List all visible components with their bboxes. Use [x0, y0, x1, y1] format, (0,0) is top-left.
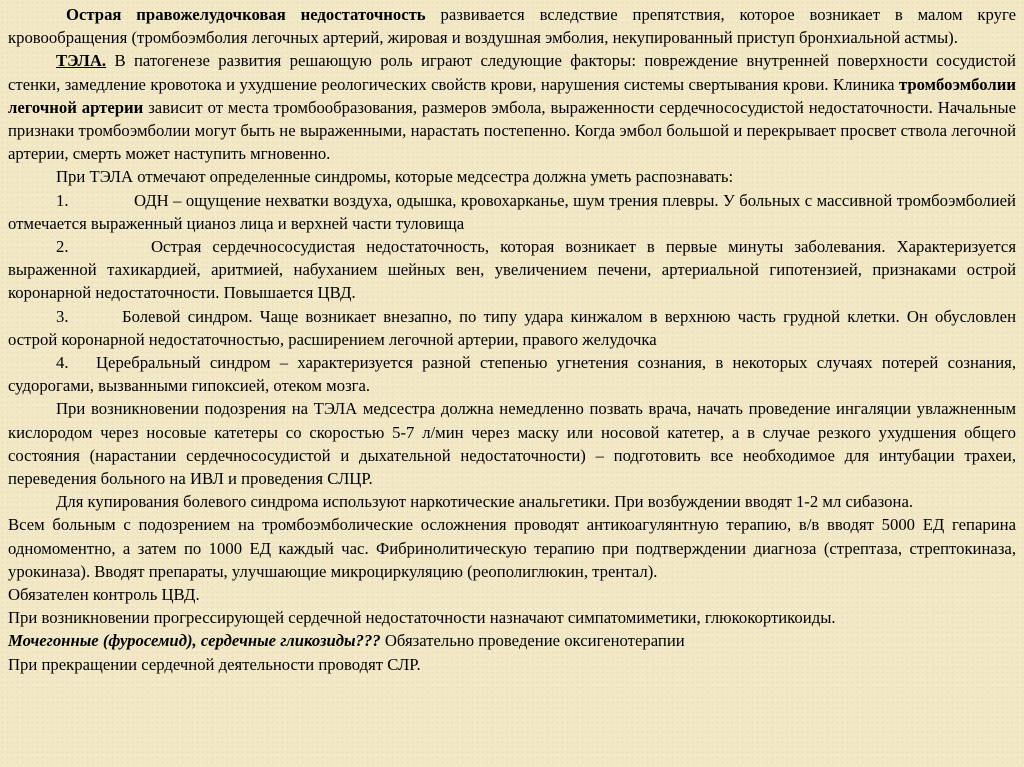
list-item-text: Церебральный синдром – характеризуется разной степенью угнетения сознания, в некоторых случаях потерей сознания, судорогами, вызванными гипоксией, отеком мозга. [8, 353, 1016, 396]
list-number: 1. [56, 190, 69, 210]
heading-right-ventricular-failure: Острая правожелудочковая недостаточность [66, 5, 426, 24]
paragraph-heart-failure-treatment: При возникновении прогрессирующей сердечной недостаточности назначают симпатомиметики, глюкокортикоиды. [8, 608, 836, 628]
list-item-syndrome-3 [8, 305, 1016, 351]
list-item-text: Болевой синдром. Чаще возникает внезапно, по типу удара кинжалом в верхнюю часть грудной клетки. Он обусловлен острой коронарной недостаточностью, расширением легочной артерии, правого желудочка [8, 306, 1016, 349]
list-number: 4. [56, 353, 69, 373]
paragraph-cardiac-arrest: При прекращении сердечной деятельности проводят СЛР. [8, 654, 421, 674]
paragraph-cvp-control: Обязателен контроль ЦВД. [8, 585, 200, 605]
list-item-syndrome-1 [8, 189, 1016, 235]
paragraph-text: Обязательно проведение оксигенотерапии [380, 631, 685, 651]
list-number: 3. [56, 306, 69, 326]
paragraph-right-ventricular-failure [8, 3, 1016, 49]
list-item-syndrome-2 [8, 235, 1016, 305]
term-pulmonary-embolism: тромбоэмболии легочной артерии [8, 74, 1016, 117]
paragraph-text: В патогенезе развития решающую роль играют следующие факторы: повреждение внутренней поверхности сосудистой стенки, замедление кровотока и ухудшение реологических свойств крови, нарушения системы свертывания крови. Клиника [8, 51, 1016, 94]
paragraph-text: развивается вследствие препятствия, которое возникает в малом круге кровообращения (тромбоэмболия легочных артерий, жировая и воздушная эмболия, некупированный приступ бронхиальной астмы). [8, 5, 1016, 48]
list-number: 2. [56, 237, 69, 257]
term-tela: ТЭЛА. [56, 51, 107, 71]
list-item-syndrome-4 [8, 351, 1016, 397]
list-item-text: Острая сердечнососудистая недостаточность, которая возникает в первые минуты заболевания. Характеризуется выраженной тахикардией, аритмией, набуханием шейных вен, увеличением печени, артериальной гипотензией, признаками острой коронарной недостаточности. Повышается ЦВД. [8, 237, 1016, 303]
document-page [8, 3, 1016, 676]
paragraph-pain-relief: Для купирования болевого синдрома используют наркотические анальгетики. При возбуждении вводят 1-2 мл сибазона. [56, 492, 914, 512]
list-item-text: ОДН – ощущение нехватки воздуха, одышка, кровохарканье, шум трения плевры. У больных с массивной тромбоэмболией отмечается выраженный цианоз лица и верхней части туловища [8, 190, 1016, 233]
paragraph-syndromes-intro: При ТЭЛА отмечают определенные синдромы, которые медсестра должна уметь распознавать: [56, 167, 734, 187]
paragraph-nurse-actions: При возникновении подозрения на ТЭЛА медсестра должна немедленно позвать врача, начать проведение ингаляции увлажненным кислородом через носовые катетеры со скоростью 5-7 л/мин через маску или носовой катетер, а в случае резкого ухудшения общего состояния (нарастании сердечнососудистой и дыхательной недостаточности) – подготовить все необходимое для интубации трахеи, переведения больного на ИВЛ и проведения СЛЦР. [8, 399, 1016, 489]
paragraph-tela-pathogenesis [8, 49, 1016, 165]
paragraph-diuretics [8, 629, 1016, 652]
paragraph-text: зависит от места тромбообразования, размеров эмбола, выраженности сердечнососудистой недостаточности. Начальные признаки тромбоэмболии могут быть не выраженными, нарастать постепенно. Когда эмбол большой и перекрывает просвет ствола легочной артерии, смерть может наступить мгновенно. [8, 97, 1016, 164]
paragraph-anticoagulant-therapy: Всем больным с подозрением на тромбоэмболические осложнения проводят антикоагулянтную терапию, в/в вводят 5000 ЕД гепарина одномоментно, а затем по 1000 ЕД каждый час. Фибринолитическую терапию при подтверждении диагноза (стрептаза, стрептокиназа, урокиназа). Вводят препараты, улучшающие микроциркуляцию (реополиглюкин, трентал). [8, 515, 1016, 581]
emphasis-diuretics: Мочегонные (фуросемид), сердечные гликозиды??? [8, 631, 381, 651]
